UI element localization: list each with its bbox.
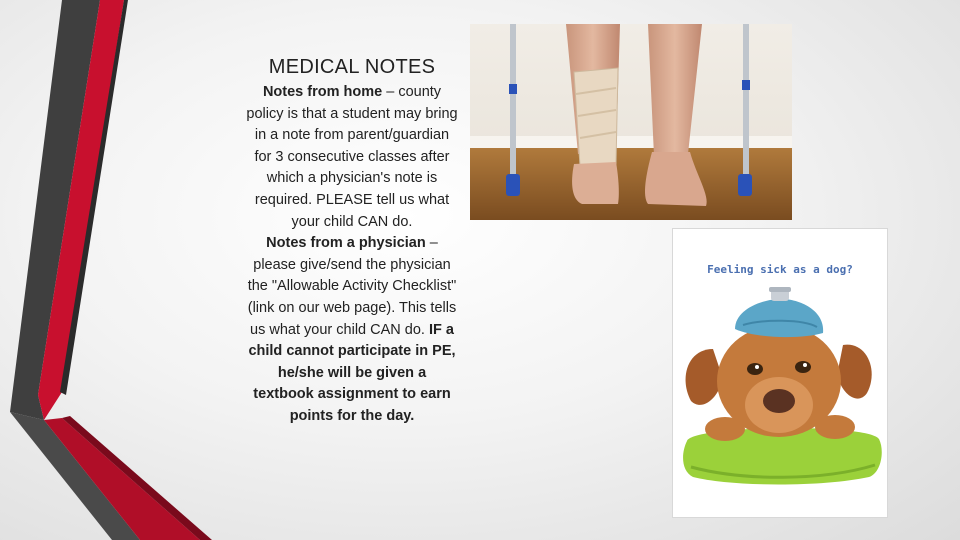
paragraph-physician-notes <box>246 233 458 427</box>
notes-text-block <box>246 56 458 428</box>
physician-notes-bold-tail: IF a child cannot participate in PE, he/she will be given a textbook assignment to earn points for the day. <box>248 321 456 424</box>
home-notes-body: – county policy is that a student may bring in a note from parent/guardian for 3 consecutive classes after which a physician's note is required. PLEASE tell us what your child CAN do. <box>246 84 458 230</box>
physician-notes-lead: Notes from a physician <box>266 235 426 252</box>
paragraph-home-notes <box>246 82 458 233</box>
sick-dog-card-image <box>672 228 888 518</box>
card-caption: Feeling sick as a dog? <box>707 263 853 276</box>
home-notes-lead: Notes from home <box>262 84 383 100</box>
ankle-photo-illustration <box>470 24 792 220</box>
physician-notes-body: – please give/send the physician the "Allowable Activity Checklist" (link on our web page). This tells us what your child CAN do. <box>247 235 457 338</box>
slide-title: MEDICAL NOTES <box>268 56 436 78</box>
injured-ankle-crutches-photo <box>470 24 792 220</box>
